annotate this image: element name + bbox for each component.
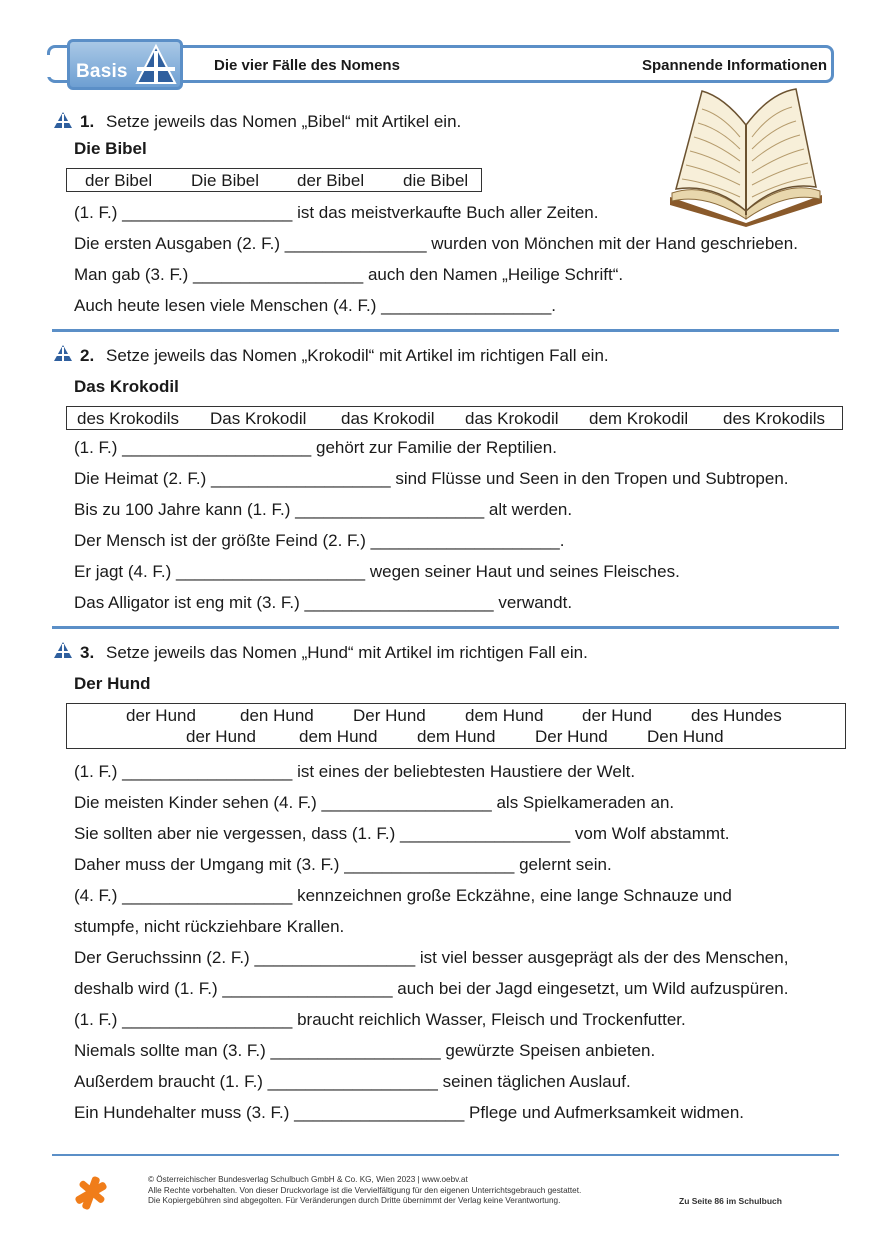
word-bank — [66, 703, 846, 749]
word-option: Der Hund — [535, 727, 608, 746]
section-divider — [52, 329, 839, 332]
copyright-notice — [148, 1175, 581, 1207]
exercise-line: Die Heimat (2. F.) ___________________ sind Flüsse und Seen in den Tropen und Subtropen. — [74, 469, 789, 488]
exercise-line: Sie sollten aber nie vergessen, dass (1. F.) __________________ vom Wolf abstammt. — [74, 824, 730, 843]
section-divider — [52, 626, 839, 629]
exercise-line: (1. F.) __________________ ist eines der beliebtesten Haustiere der Welt. — [74, 762, 636, 781]
word-option: der Hund — [582, 706, 652, 725]
word-bank — [66, 406, 843, 430]
word-option: das Krokodil — [341, 409, 435, 428]
word-option: der Bibel — [85, 171, 153, 190]
word-option: das Krokodil — [465, 409, 559, 428]
open-book-icon — [662, 85, 830, 227]
word-option: dem Hund — [299, 727, 378, 746]
section-title: Spannende Informationen — [641, 57, 827, 74]
exercise-line: (1. F.) __________________ ist das meistverkaufte Buch aller Zeiten. — [74, 203, 599, 222]
word-option: Der Hund — [353, 706, 426, 725]
word-option: den Hund — [240, 706, 314, 725]
word-option: dem Hund — [465, 706, 544, 725]
word-option: des Krokodils — [723, 409, 826, 428]
exercise-line: Das Alligator ist eng mit (3. F.) ____________________ verwandt. — [74, 593, 573, 612]
task-number: 2. — [80, 346, 95, 365]
exercise-line: Daher muss der Umgang mit (3. F.) __________________ gelernt sein. — [74, 855, 612, 874]
word-option: Das Krokodil — [210, 409, 307, 428]
exercise-line: (1. F.) ____________________ gehört zur Familie der Reptilien. — [74, 438, 557, 457]
level-triangle-icon — [53, 641, 73, 659]
exercise-line: Der Geruchssinn (2. F.) _________________ ist viel besser ausgeprägt als der des Menschen, — [74, 948, 789, 967]
copyright-line: Alle Rechte vorbehalten. Von dieser Druckvorlage ist die Vervielfältigung für den eigenen Unterrichtsgebrauch gestattet. — [148, 1185, 582, 1195]
basis-label: Basis — [76, 61, 128, 82]
text-heading: Der Hund — [74, 674, 151, 693]
task-instruction: Setze jeweils das Nomen „Bibel“ mit Artikel ein. — [106, 112, 462, 131]
exercise-line: Die ersten Ausgaben (2. F.) _______________ wurden von Mönchen mit der Hand geschrieben. — [74, 234, 798, 253]
task-number: 1. — [80, 112, 95, 131]
word-option: der Bibel — [297, 171, 365, 190]
exercise-line: Bis zu 100 Jahre kann (1. F.) ____________________ alt werden. — [74, 500, 573, 519]
exercise-line: stumpfe, nicht rückziehbare Krallen. — [74, 917, 345, 936]
task-instruction: Setze jeweils das Nomen „Krokodil“ mit Artikel im richtigen Fall ein. — [106, 346, 609, 365]
exercise-line: Auch heute lesen viele Menschen (4. F.) __________________. — [74, 296, 557, 315]
word-option: Den Hund — [647, 727, 724, 746]
word-option: dem Hund — [417, 727, 496, 746]
text-heading: Die Bibel — [74, 139, 147, 158]
footer-divider — [52, 1154, 839, 1156]
exercise-line: Der Mensch ist der größte Feind (2. F.) ____________________. — [74, 531, 565, 550]
schoolbook-reference: Zu Seite 86 im Schulbuch — [679, 1196, 782, 1206]
level-triangle-icon — [53, 344, 73, 362]
copyright-line: Die Kopiergebühren sind abgegolten. Für Veränderungen durch Dritte übernimmt der Verlag keine Verantwortung. — [148, 1196, 561, 1205]
exercise-line: Außerdem braucht (1. F.) __________________ seinen täglichen Auslauf. — [74, 1072, 631, 1091]
task-number: 3. — [80, 643, 95, 662]
page-title: Die vier Fälle des Nomens — [214, 57, 400, 74]
exercise-line: Man gab (3. F.) __________________ auch den Namen „Heilige Schrift“. — [74, 265, 624, 284]
word-option: die Bibel — [403, 171, 469, 190]
exercise-line: Niemals sollte man (3. F.) __________________ gewürzte Speisen anbieten. — [74, 1041, 656, 1060]
level-triangle-icon — [53, 111, 73, 129]
level-triangle-icon — [134, 43, 178, 87]
exercise-line: (4. F.) __________________ kennzeichnen große Eckzähne, eine lange Schnauze und — [74, 886, 732, 905]
word-option: der Hund — [126, 706, 196, 725]
word-option: dem Krokodil — [589, 409, 689, 428]
word-option: Die Bibel — [191, 171, 260, 190]
exercise-line: deshalb wird (1. F.) __________________ auch bei der Jagd eingesetzt, um Wild aufzuspüren. — [74, 979, 789, 998]
publisher-logo-icon — [72, 1174, 110, 1212]
word-bank — [66, 168, 482, 192]
copyright-line: © Österreichischer Bundesverlag Schulbuch GmbH & Co. KG, Wien 2023 | www.oebv.at — [148, 1175, 468, 1184]
exercise-line: (1. F.) __________________ braucht reichlich Wasser, Fleisch und Trockenfutter. — [74, 1010, 686, 1029]
word-option: des Hundes — [691, 706, 782, 725]
word-option: der Hund — [186, 727, 256, 746]
exercise-line: Ein Hundehalter muss (3. F.) __________________ Pflege und Aufmerksamkeit widmen. — [74, 1103, 745, 1122]
word-option: des Krokodils — [77, 409, 180, 428]
exercise-line: Er jagt (4. F.) ____________________ wegen seiner Haut und seines Fleisches. — [74, 562, 680, 581]
task-instruction: Setze jeweils das Nomen „Hund“ mit Artikel im richtigen Fall ein. — [106, 643, 588, 662]
header-bar-gap — [44, 55, 54, 77]
text-heading: Das Krokodil — [74, 377, 179, 396]
exercise-line: Die meisten Kinder sehen (4. F.) __________________ als Spielkameraden an. — [74, 793, 675, 812]
